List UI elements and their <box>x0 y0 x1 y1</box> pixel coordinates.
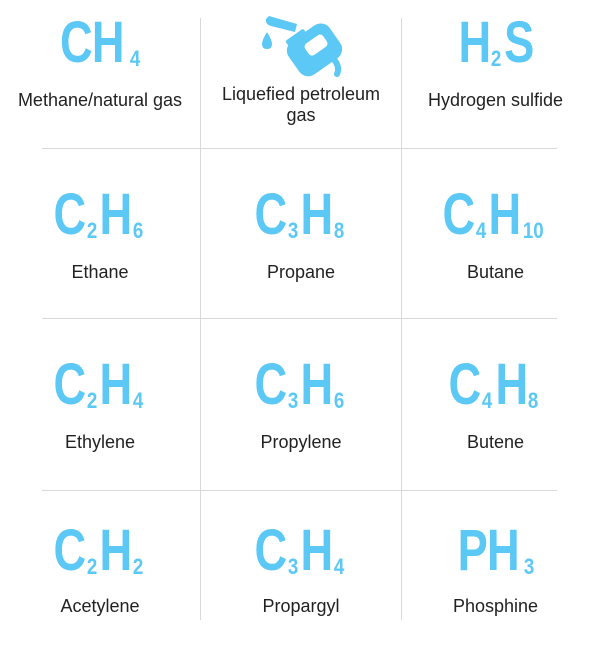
gas-label: Propane <box>266 262 336 282</box>
cell-propylene <box>201 352 401 453</box>
formula-element: S <box>503 10 534 75</box>
formula-element: H <box>99 352 132 417</box>
formula <box>254 352 347 417</box>
formula-element: PH <box>457 518 519 583</box>
formula-subscript: 2 <box>132 554 144 579</box>
formula-element: C <box>448 352 481 417</box>
formula-subscript: 8 <box>333 218 345 243</box>
divider-horizontal-1 <box>42 148 557 149</box>
gas-label: Propylene <box>260 432 342 452</box>
formula-subscript: 3 <box>287 218 299 243</box>
formula-element: CH <box>60 10 125 75</box>
cell-ethane <box>0 182 200 283</box>
formula-element: C <box>254 518 287 583</box>
formula-element: C <box>53 182 86 247</box>
formula-element: H <box>99 182 132 247</box>
formula <box>53 352 146 417</box>
formula-element: H <box>300 182 333 247</box>
formula-subscript: 6 <box>333 388 345 413</box>
formula <box>442 182 548 247</box>
formula-subscript: 4 <box>476 218 487 243</box>
gas-label: Butane <box>466 262 525 282</box>
cell-methane <box>0 10 200 111</box>
formula <box>56 10 143 75</box>
divider-horizontal-3 <box>42 490 557 491</box>
formula-subscript: 2 <box>86 218 98 243</box>
formula-element: C <box>53 352 86 417</box>
formula-element: H <box>494 352 527 417</box>
formula-subscript: 2 <box>86 554 98 579</box>
formula-subscript: 8 <box>528 388 539 413</box>
formula-subscript: 10 <box>523 218 544 243</box>
formula-subscript: 4 <box>130 46 141 71</box>
formula-element: C <box>254 182 287 247</box>
formula-subscript: 4 <box>132 388 144 413</box>
formula-element: C <box>53 518 86 583</box>
gas-label: Methane/natural gas <box>17 90 183 110</box>
cell-butene <box>402 352 589 453</box>
formula-subscript: 2 <box>491 46 502 71</box>
gas-label: Ethane <box>71 262 129 282</box>
formula-subscript: 4 <box>333 554 345 579</box>
gas-label: Phosphine <box>452 596 539 616</box>
cell-propargyl <box>201 518 401 617</box>
formula-subscript: 2 <box>86 388 98 413</box>
formula-element: H <box>99 518 132 583</box>
formula <box>254 182 347 247</box>
gas-label: Ethylene <box>64 432 136 452</box>
formula <box>454 518 538 583</box>
cell-ethylene <box>0 352 200 453</box>
formula-element: H <box>300 518 333 583</box>
formula <box>458 10 534 75</box>
formula-element: H <box>458 10 490 75</box>
formula-subscript: 4 <box>482 388 493 413</box>
formula-element: H <box>488 182 521 247</box>
cell-lpg <box>201 6 401 126</box>
formula <box>448 352 541 417</box>
cell-phosphine <box>402 518 589 617</box>
gas-label: Hydrogen sulfide <box>427 90 564 110</box>
formula-element: C <box>254 352 287 417</box>
gas-label: Acetylene <box>60 596 140 616</box>
formula-subscript: 6 <box>132 218 144 243</box>
gas-label: Liquefied petroleum gas <box>221 84 381 125</box>
cell-acetylene <box>0 518 200 617</box>
formula <box>254 518 347 583</box>
gas-label: Butene <box>466 432 525 452</box>
formula-element: C <box>442 182 475 247</box>
formula-subscript: 3 <box>287 388 299 413</box>
gas-label: Propargyl <box>262 596 340 616</box>
formula-subscript: 3 <box>287 554 299 579</box>
formula-subscript: 3 <box>524 554 535 579</box>
cell-propane <box>201 182 401 283</box>
formula <box>53 518 146 583</box>
cell-butane <box>402 182 589 283</box>
cell-hydrogen-sulfide <box>402 10 589 111</box>
formula-element: H <box>300 352 333 417</box>
divider-horizontal-2 <box>42 318 557 319</box>
fuel-nozzle-icon <box>251 6 351 78</box>
formula <box>53 182 146 247</box>
